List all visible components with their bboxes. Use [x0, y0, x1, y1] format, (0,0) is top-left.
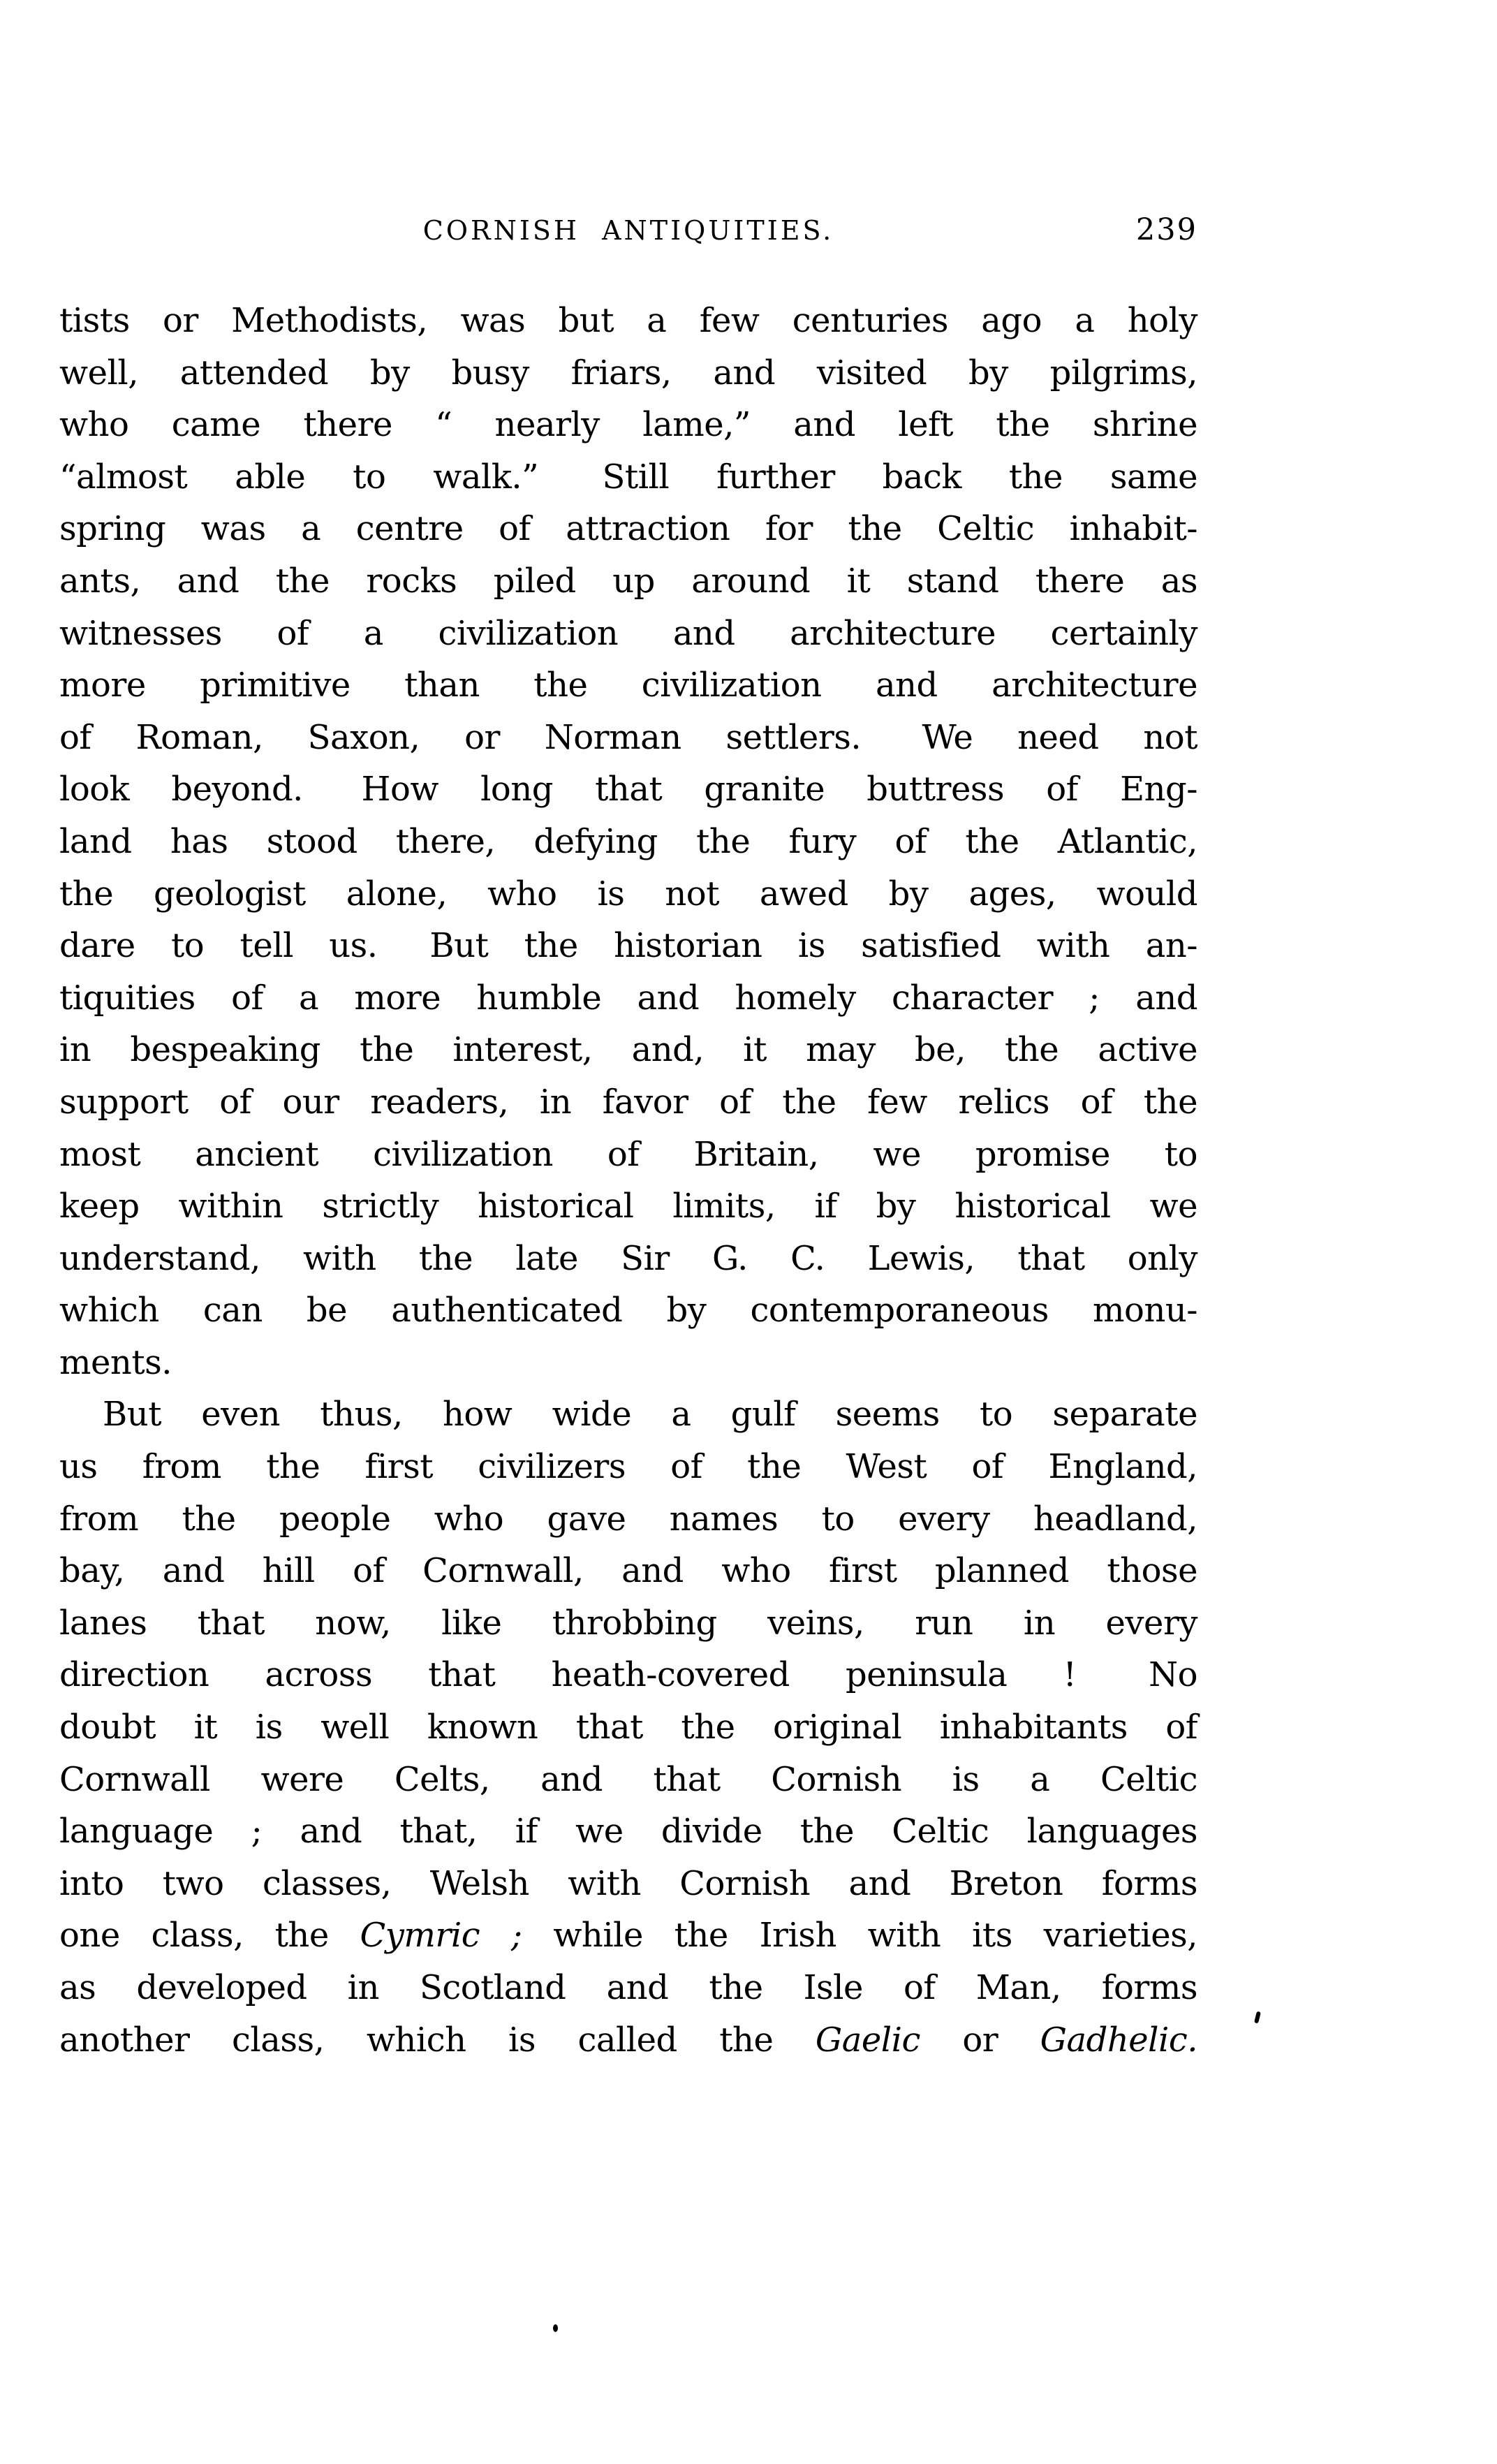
text-line	[59, 1701, 1197, 1754]
text-line	[59, 295, 1197, 347]
text-segment: support of our readers, in favor of the few relics of the	[59, 1082, 1197, 1122]
text-line	[59, 659, 1197, 712]
text-segment: understand, with the late Sir G. C. Lewis, that only	[59, 1238, 1197, 1278]
running-title: CORNISH ANTIQUITIES.	[422, 215, 834, 246]
text-line	[59, 1858, 1197, 1910]
text-line	[59, 2014, 1197, 2067]
text-segment: “almost able to walk.” Still further back the same	[59, 457, 1197, 497]
text-line	[59, 451, 1197, 504]
text-line	[59, 1388, 1197, 1441]
text-segment: ants, and the rocks piled up around it stand there as	[59, 561, 1197, 601]
text-line	[59, 712, 1197, 764]
text-line	[59, 816, 1197, 868]
text-line	[59, 1441, 1197, 1493]
text-line	[59, 1129, 1197, 1181]
text-segment: which can be authenticated by contemporaneous monu-	[59, 1291, 1197, 1330]
text-segment: well, attended by busy friars, and visited by pilgrims,	[59, 353, 1197, 393]
text-line	[59, 1284, 1197, 1337]
text-line	[59, 347, 1197, 399]
text-segment: or	[920, 2020, 1040, 2060]
text-line	[59, 920, 1197, 972]
text-segment: language ; and that, if we divide the Celtic languages	[59, 1812, 1197, 1851]
text-line	[59, 1805, 1197, 1858]
page-number: 239	[1135, 212, 1197, 247]
text-line	[59, 503, 1197, 555]
text-segment: look beyond. How long that granite buttress of Eng-	[59, 770, 1197, 809]
text-segment: tists or Methodists, was but a few centuries ago a holy	[59, 301, 1197, 340]
text-segment: bay, and hill of Cornwall, and who first planned those	[59, 1551, 1197, 1591]
text-line	[59, 1337, 1197, 1389]
text-segment: tiquities of a more humble and homely character ; and	[59, 978, 1197, 1018]
text-line	[59, 868, 1197, 921]
text-segment: into two classes, Welsh with Cornish and Breton forms	[59, 1863, 1197, 1903]
text-segment: the geologist alone, who is not awed by ages, would	[59, 874, 1197, 914]
text-segment: us from the first civilizers of the West of England,	[59, 1447, 1197, 1487]
italic-term: Gadhelic.	[1040, 2020, 1198, 2060]
ink-speck	[553, 2324, 558, 2332]
text-segment: most ancient civilization of Britain, we promise to	[59, 1134, 1197, 1174]
text-segment: one class, the	[59, 1916, 360, 1956]
text-line	[59, 1754, 1197, 1806]
text-line	[59, 972, 1197, 1025]
page-body	[59, 295, 1197, 2066]
text-segment: in bespeaking the interest, and, it may be, the active	[59, 1030, 1197, 1070]
italic-term: Cymric ;	[360, 1916, 522, 1956]
ink-speck	[1254, 2011, 1261, 2024]
text-segment: of Roman, Saxon, or Norman settlers. We need not	[59, 717, 1197, 757]
text-line	[59, 1649, 1197, 1701]
text-segment: spring was a centre of attraction for the Celtic inhabit-	[59, 509, 1197, 549]
text-line	[59, 608, 1197, 660]
text-segment: from the people who gave names to every headland,	[59, 1499, 1197, 1539]
text-line	[59, 1909, 1197, 1962]
text-segment: But even thus, how wide a gulf seems to separate	[103, 1395, 1197, 1435]
text-segment: dare to tell us. But the historian is satisfied with an-	[59, 926, 1197, 966]
text-segment: another class, which is called the	[59, 2020, 816, 2060]
text-segment: direction across that heath-covered peninsula ! No	[59, 1655, 1197, 1695]
text-segment: keep within strictly historical limits, if by historical we	[59, 1187, 1197, 1226]
text-line	[59, 399, 1197, 451]
text-segment: as developed in Scotland and the Isle of Man, forms	[59, 1968, 1197, 2007]
text-segment: while the Irish with its varieties,	[522, 1916, 1198, 1956]
text-line	[59, 1024, 1197, 1076]
text-segment: more primitive than the civilization and architecture	[59, 666, 1197, 705]
text-segment: lanes that now, like throbbing veins, run in every	[59, 1603, 1197, 1643]
text-segment: land has stood there, defying the fury of the Atlantic,	[59, 821, 1197, 861]
text-segment: Cornwall were Celts, and that Cornish is a Celtic	[59, 1759, 1197, 1799]
text-line	[59, 1545, 1197, 1597]
page-header	[59, 212, 1197, 264]
text-line	[59, 1962, 1197, 2014]
text-line	[59, 1233, 1197, 1285]
text-line	[59, 1180, 1197, 1233]
text-line	[59, 555, 1197, 608]
text-segment: doubt it is well known that the original inhabitants of	[59, 1708, 1197, 1747]
text-line	[59, 1493, 1197, 1546]
text-segment: witnesses of a civilization and architecture certainly	[59, 613, 1197, 653]
text-line	[59, 763, 1197, 816]
text-line	[59, 1597, 1197, 1650]
text-line	[59, 1076, 1197, 1129]
text-segment: who came there “ nearly lame,” and left the shrine	[59, 405, 1197, 445]
text-segment: ments.	[59, 1342, 172, 1382]
italic-term: Gaelic	[815, 2020, 920, 2060]
